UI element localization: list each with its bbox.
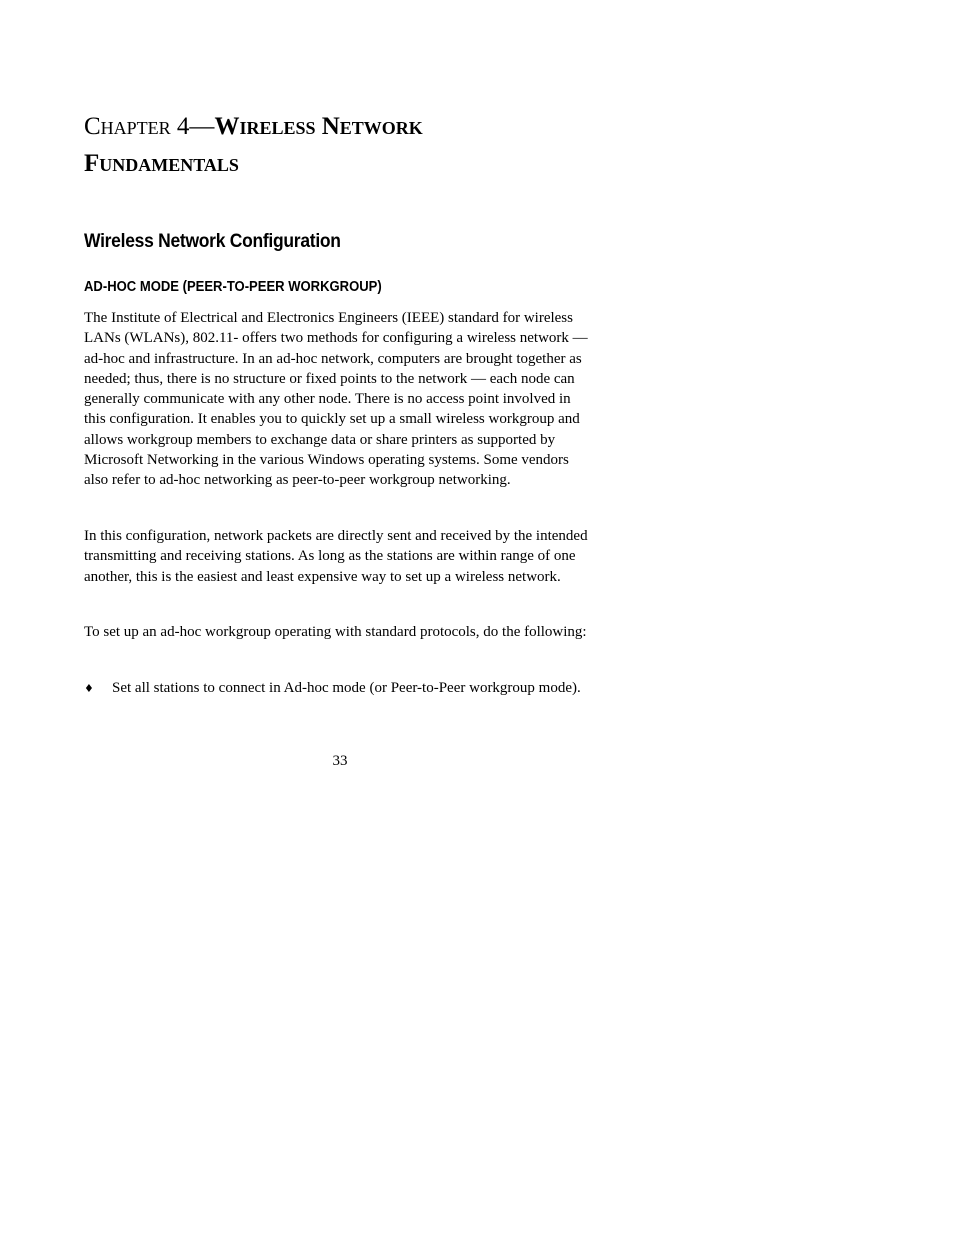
chapter-title-line2: Fundamentals — [84, 150, 239, 177]
list-item-text: Set all stations to connect in Ad-hoc mode (or Peer-to-Peer workgroup mode). — [112, 680, 581, 696]
page-content — [84, 108, 594, 696]
chapter-title-line1: Wireless Network — [214, 113, 423, 140]
paragraph-adhoc-intro: The Institute of Electrical and Electronics Engineers (IEEE) standard for wireless LANs (WLANs), 802.11- offers two methods for configuring a wireless network — ad-hoc and infrastructure. In an ad-hoc network, computers are brought together as needed; thus, there is no structure or fixed points to the network — each node can generally communicate with any other node. There is no access point involved in this configuration. It enables you to quickly set up a small wireless workgroup and allows workgroup members to exchange data or share printers as supported by Microsoft Networking in the various Windows operating systems. Some vendors also refer to ad-hoc networking as peer-to-peer workgroup networking. — [84, 310, 588, 489]
chapter-prefix: Chapter 4— — [84, 113, 215, 140]
section-heading: Wireless Network Configuration — [84, 231, 341, 252]
diamond-bullet-icon: ♦ — [84, 682, 94, 695]
page-number: 33 — [332, 753, 348, 769]
paragraph-configuration: In this configuration, network packets are directly sent and received by the intended transmitting and receiving stations. As long as the stations are within range of one another, this is the easiest and least expensive way to set up a wireless network. — [84, 528, 588, 585]
sub-heading: AD-HOC MODE (PEER-TO-PEER WORKGROUP) — [84, 279, 382, 295]
chapter-title — [84, 108, 594, 182]
list-item — [84, 678, 589, 699]
paragraph-setup-intro: To set up an ad-hoc workgroup operating with standard protocols, do the following: — [84, 624, 587, 640]
